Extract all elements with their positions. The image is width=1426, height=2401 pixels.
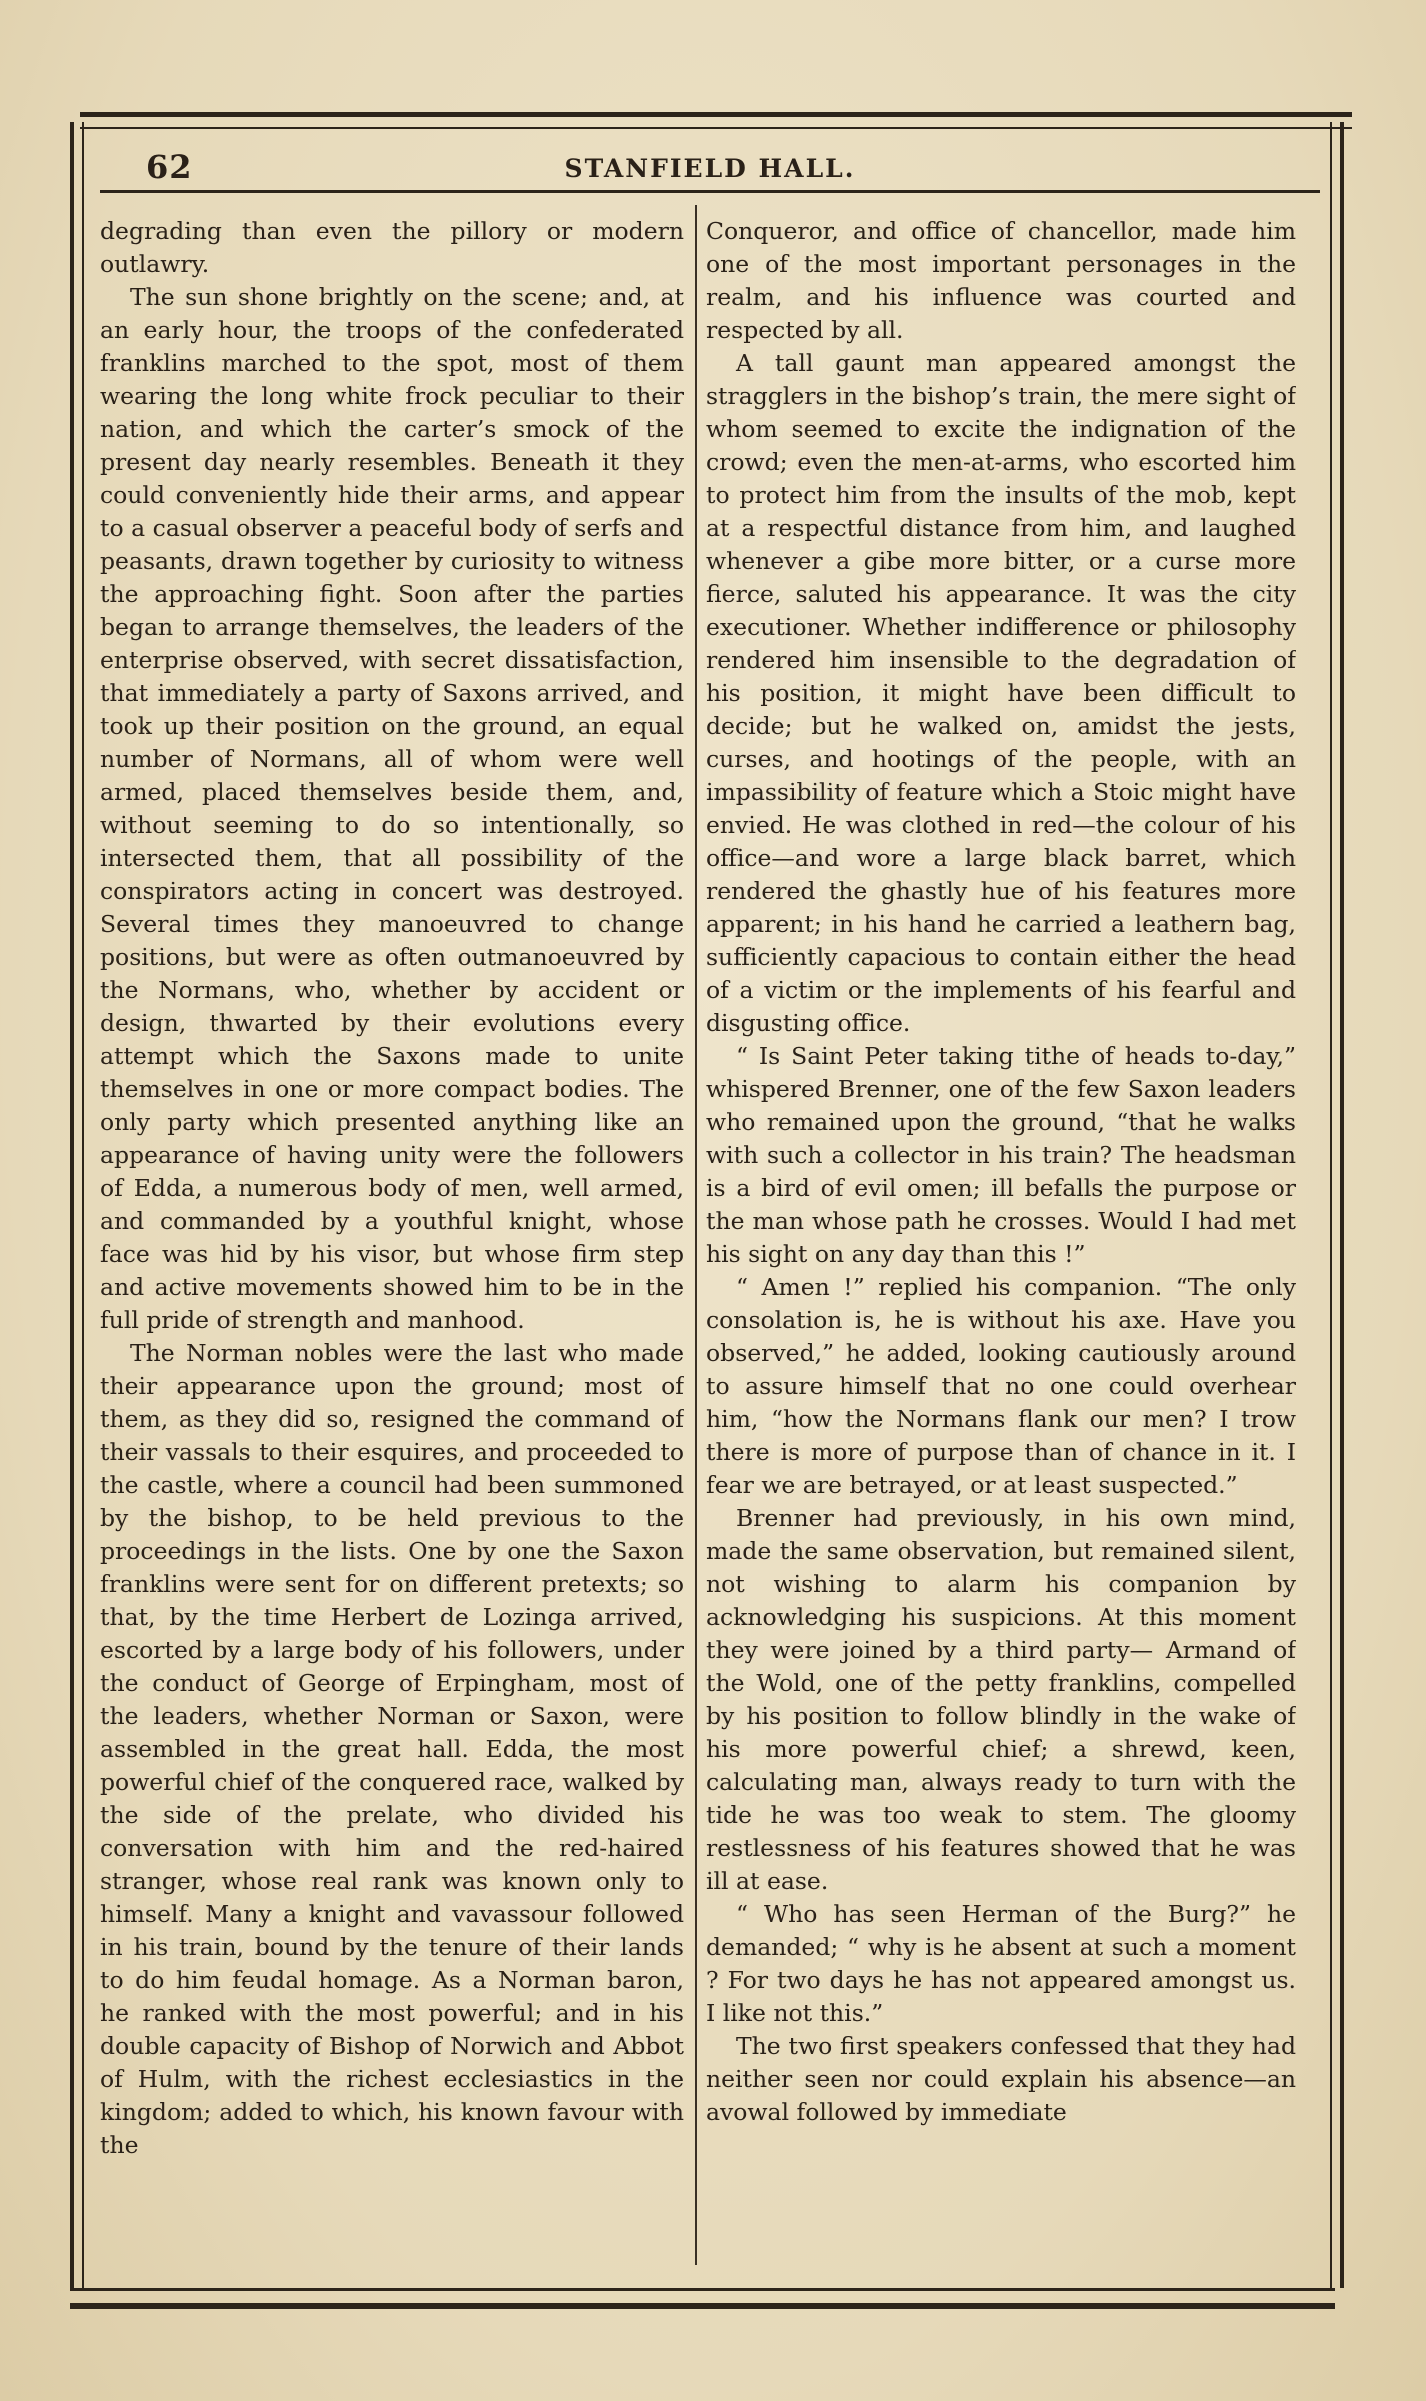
page-number: 62 <box>146 148 193 186</box>
paragraph: “ Is Saint Peter taking tithe of heads to-day,” whispered Brenner, one of the few Saxon leaders who remained upon the ground, “that he walks with such a collector in his train? The headsman is a bird of evil omen; ill befalls the purpose or the man whose path he crosses. Would I had met his sight on any day than this !” <box>706 1042 1296 1268</box>
left-column <box>100 215 684 2255</box>
paragraph: The two first speakers confessed that they had neither seen nor could explain his absence—an avowal followed by immediate <box>706 2032 1296 2126</box>
paragraph: “ Who has seen Herman of the Burg?” he demanded; “ why is he absent at such a moment ? For two days he has not appeared amongst us. I like not this.” <box>706 1900 1296 2027</box>
paragraph: “ Amen !” replied his companion. “The only consolation is, he is without his axe. Have you observed,” he added, looking cautiously around to assure himself that no one could overhear him, “how the Normans flank our men? I trow there is more of purpose than of chance in it. I fear we are betrayed, or at least suspected.” <box>706 1273 1296 1499</box>
top-border-rule <box>80 112 1352 129</box>
bottom-border-rule <box>70 2288 1335 2309</box>
right-column <box>706 215 1296 2255</box>
paragraph: A tall gaunt man appeared amongst the stragglers in the bishop’s train, the mere sight of whom seemed to excite the indignation of the crowd; even the men-at-arms, who escorted him to protect him from the insults of the mob, kept at a respectful distance from him, and laughed whenever a gibe more bitter, or a curse more fierce, saluted his appearance. It was the city executioner. Whether indifference or philosophy rendered him insensible to the degradation of his position, it might have been difficult to decide; but he walked on, amidst the jests, curses, and hootings of the people, with an impassibility of feature which a Stoic might have envied. He was clothed in red—the colour of his office—and wore a large black barret, which rendered the ghastly hue of his features more apparent; in his hand he carried a leathern bag, sufficiently capacious to contain either the head of a victim or the implements of his fearful and disgusting office. <box>706 349 1296 1037</box>
paragraph: Conqueror, and office of chancellor, made him one of the most important personages in the realm, and his influence was courted and respected by all. <box>706 217 1296 344</box>
left-border-rule <box>70 122 84 2288</box>
page-header <box>100 148 1320 188</box>
paragraph: degrading than even the pillory or modern outlawry. <box>100 217 684 278</box>
paragraph: Brenner had previously, in his own mind, made the same observation, but remained silent, not wishing to alarm his companion by acknowledging his suspicions. At this moment they were joined by a third party— Armand of the Wold, one of the petty franklins, compelled by his position to follow blindly in the wake of his more powerful chief; a shrewd, keen, calculating man, always ready to turn with the tide he was too weak to stem. The gloomy restlessness of his features showed that he was ill at ease. <box>706 1504 1296 1895</box>
paragraph: The sun shone brightly on the scene; and, at an early hour, the troops of the confederated franklins marched to the spot, most of them wearing the long white frock peculiar to their nation, and which the carter’s smock of the present day nearly resembles. Beneath it they could conveniently hide their arms, and appear to a casual observer a peaceful body of serfs and peasants, drawn together by curiosity to witness the approaching fight. Soon after the parties began to arrange themselves, the leaders of the enterprise observed, with secret dissatisfaction, that immediately a party of Saxons arrived, and took up their position on the ground, an equal number of Normans, all of whom were well armed, placed themselves beside them, and, without seeming to do so intentionally, so intersected them, that all possibility of the conspirators acting in concert was destroyed. Several times they manoeuvred to change positions, but were as often outmanoeuvred by the Normans, who, whether by accident or design, thwarted by their evolutions every attempt which the Saxons made to unite themselves in one or more compact bodies. The only party which presented anything like an appearance of having unity were the followers of Edda, a numerous body of men, well armed, and commanded by a youthful knight, whose face was hid by his visor, but whose firm step and active movements showed him to be in the full pride of strength and manhood. <box>100 283 684 1334</box>
paragraph: The Norman nobles were the last who made their appearance upon the ground; most of them, as they did so, resigned the command of their vassals to their esquires, and proceeded to the castle, where a council had been summoned by the bishop, to be held previous to the proceedings in the lists. One by one the Saxon franklins were sent for on different pretexts; so that, by the time Herbert de Lozinga arrived, escorted by a large body of his followers, under the conduct of George of Erpingham, most of the leaders, whether Norman or Saxon, were assembled in the great hall. Edda, the most powerful chief of the conquered race, walked by the side of the prelate, who divided his conversation with him and the red-haired stranger, whose real rank was known only to himself. Many a knight and vavassour followed in his train, bound by the tenure of their lands to do him feudal homage. As a Norman baron, he ranked with the most powerful; and in his double capacity of Bishop of Norwich and Abbot of Hulm, with the richest ecclesiastics in the kingdom; added to which, his known favour with the <box>100 1339 684 2159</box>
header-rule <box>100 190 1320 193</box>
running-title: STANFIELD HALL. <box>564 154 856 183</box>
right-border-rule <box>1330 122 1344 2288</box>
column-divider <box>695 205 697 2265</box>
